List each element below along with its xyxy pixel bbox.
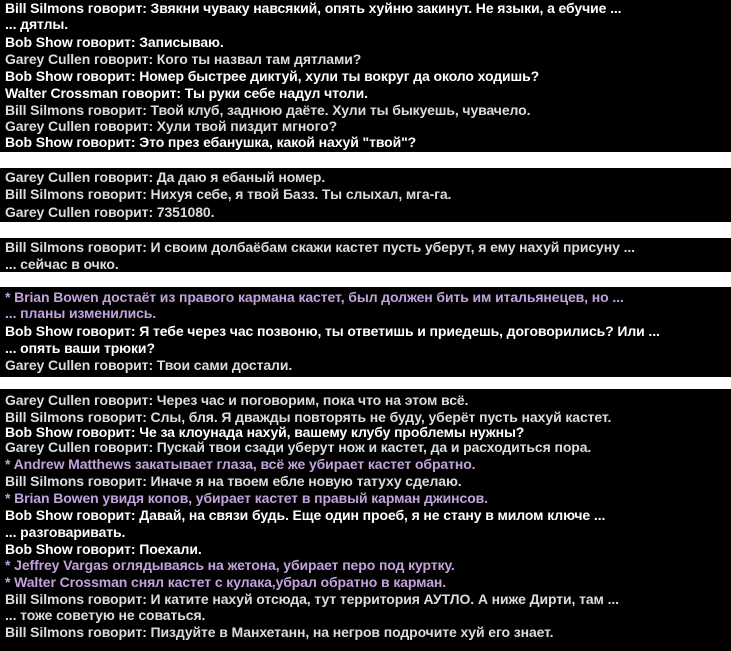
chat-line: Bill Silmons говорит: Иначе я на твоем ебле новую татуху сделаю. xyxy=(5,473,462,489)
chat-line: Bill Silmons говорит: И своим долбаёбам скажи кастет пусть уберут, я ему нахуй присуну ... xyxy=(5,239,635,255)
chat-line: Bill Silmons говорит: Звякни чуваку навсякий, опять хуйню закинут. Не языки, а ебучие ... xyxy=(5,0,622,16)
chat-line: Garey Cullen говорит: Кого ты назвал там дятлами? xyxy=(5,51,362,67)
chat-line: Bob Show говорит: Давай, на связи будь. Еще один проеб, я не стану в милом ключе ... xyxy=(5,507,606,523)
chat-line: ... сейчас в очко. xyxy=(5,256,119,272)
chat-action-line: ... планы изменились. xyxy=(5,305,157,321)
separator-band xyxy=(0,222,731,238)
chat-block-3 xyxy=(0,238,731,272)
chat-line: ... разговаривать. xyxy=(5,524,126,540)
chat-action-line: * Brian Bowen достаёт из правого кармана кастет, был должен бить им итальянецев, но ... xyxy=(5,289,624,305)
separator-band xyxy=(0,377,731,389)
chat-line: Garey Cullen говорит: Твои сами достали. xyxy=(5,357,293,373)
chat-line: Bob Show говорит: Номер быстрее диктуй, хули ты вокруг да около ходишь? xyxy=(5,68,540,84)
chat-line: Bob Show говорит: Записываю. xyxy=(5,34,224,50)
chat-block-1 xyxy=(0,0,731,152)
chat-line: Garey Cullen говорит: 7351080. xyxy=(5,204,215,220)
chat-line: Garey Cullen говорит: Пускай твои сзади уберут нож и кастет, да и расходиться пора. xyxy=(5,439,592,455)
chat-line: Bob Show говорит: Это през ебанушка, какой нахуй "твой"? xyxy=(5,134,417,150)
chat-line: ... опять ваши трюки? xyxy=(5,340,155,356)
chat-line: ... тоже советую не соваться. xyxy=(5,607,206,623)
chat-line: Bob Show говорит: Я тебе через час позвоню, ты ответишь и приедешь, договорились? Или ... xyxy=(5,323,660,339)
chat-action-line: * Andrew Matthews закатывает глаза, всё же убирает кастет обратно. xyxy=(5,456,476,472)
chat-block-5 xyxy=(0,389,731,651)
chat-line: Garey Cullen говорит: Через час и поговорим, пока что на этом всё. xyxy=(5,392,469,408)
chat-line: Bob Show говорит: Че за клоунада нахуй, вашему клубу проблемы нужны? xyxy=(5,424,525,440)
chat-block-4 xyxy=(0,287,731,377)
chat-line: Bill Silmons говорит: Слы, бля. Я дважды повторять не буду, уберёт пусть нахуй кастет. xyxy=(5,409,612,425)
chat-action-line: * Brian Bowen увидя копов, убирает кастет в правый карман джинсов. xyxy=(5,490,488,506)
chat-action-line: * Jeffrey Vargas оглядываясь на жетона, убирает перо под куртку. xyxy=(5,557,455,573)
chat-line: Bill Silmons говорит: Пиздуйте в Манхетанн, на негров подрочите хуй его знает. xyxy=(5,624,554,640)
chat-line: Garey Cullen говорит: Да даю я ебаный номер. xyxy=(5,169,326,185)
separator-band xyxy=(0,272,731,287)
chat-line: Walter Crossman говорит: Ты руки себе надул чтоли. xyxy=(5,85,368,101)
chat-line: Bill Silmons говорит: Нихуя себе, я твой Базз. Ты слыхал, мга-га. xyxy=(5,186,452,202)
chat-line: ... дятлы. xyxy=(5,16,69,32)
chat-action-line: * Walter Crossman снял кастет с кулака,убрал обратно в карман. xyxy=(5,574,447,590)
chat-line: Bill Silmons говорит: И катите нахуй отсюда, тут территория АУТЛО. А ниже Дирти, там ... xyxy=(5,591,619,607)
chat-line: Bill Silmons говорит: Твой клуб, заднюю даёте. Хули ты быкуешь, чувачело. xyxy=(5,102,531,118)
chat-line: Garey Cullen говорит: Хули твой пиздит мгного? xyxy=(5,118,338,134)
chat-line: Bob Show говорит: Поехали. xyxy=(5,541,202,557)
chat-block-2 xyxy=(0,168,731,222)
separator-band xyxy=(0,152,731,168)
